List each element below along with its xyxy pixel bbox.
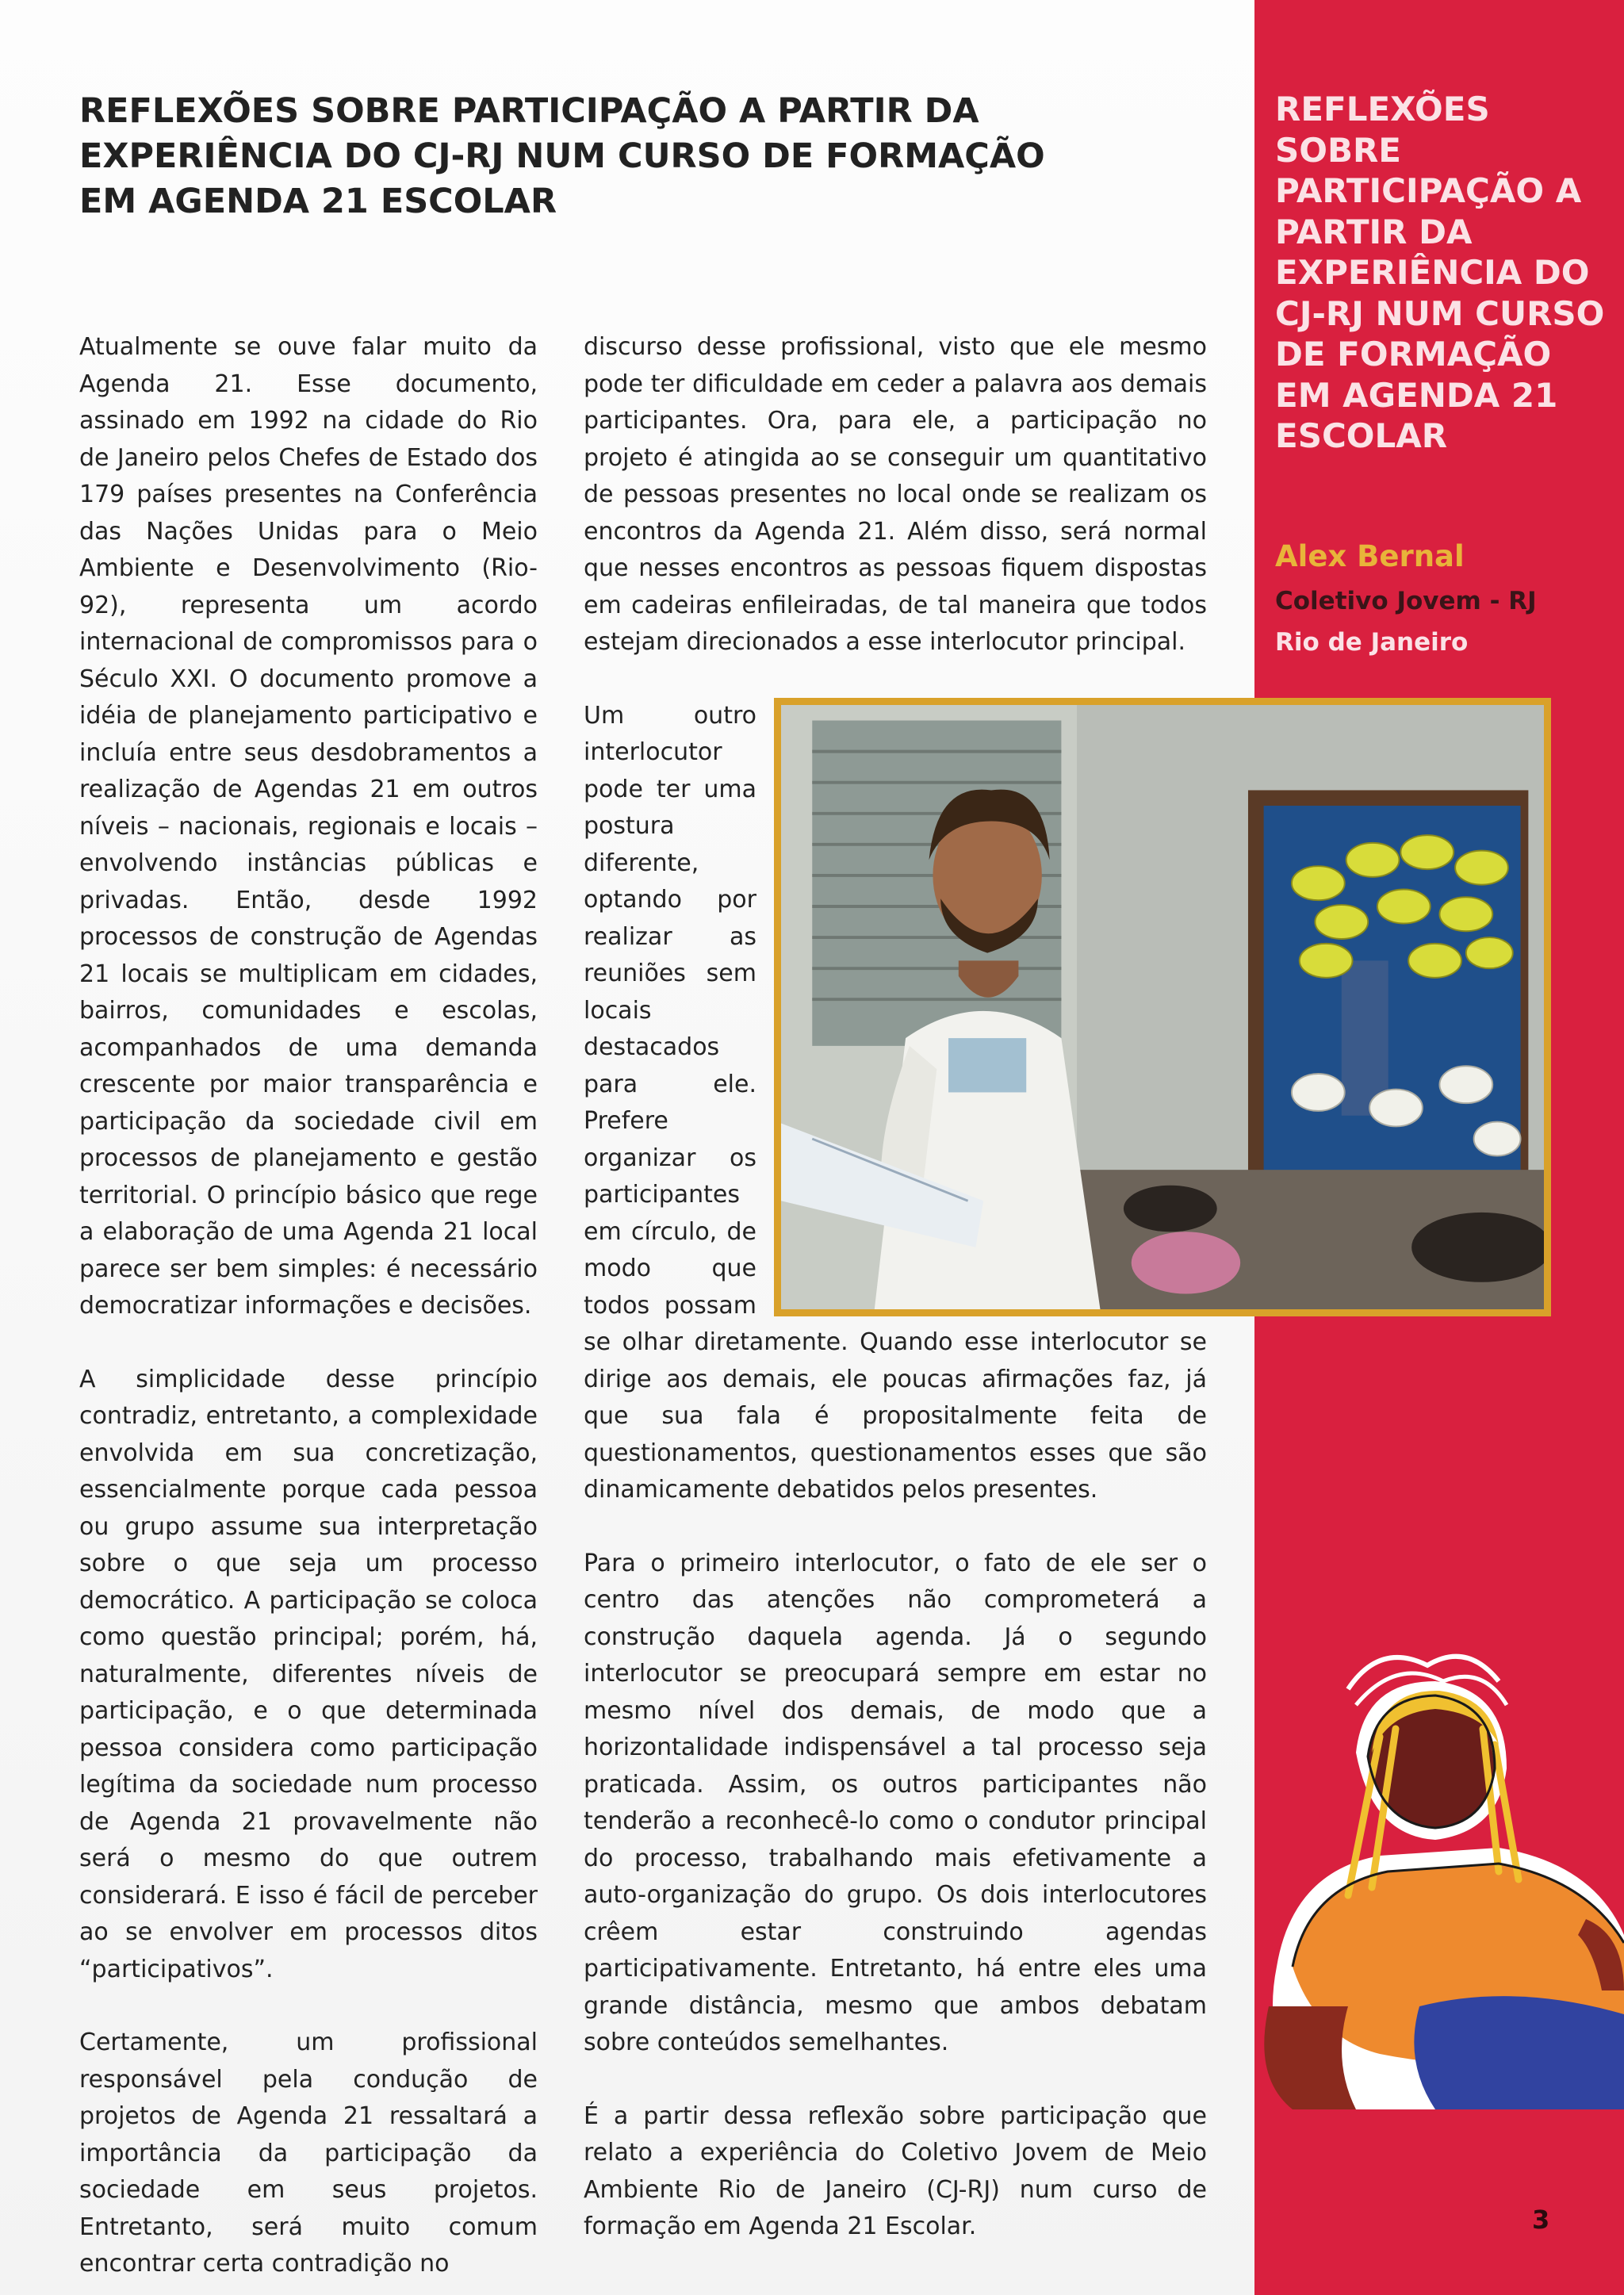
paragraph: Certamente, um profissional responsável pela condução de projetos de Agenda 21 ressaltará a importância da participação da sociedade em seus projetos. Entretanto, será muito comum encontrar certa contradição no	[79, 2029, 538, 2278]
paragraph-with-photo	[584, 698, 1207, 1509]
author-name: Alex Bernal	[1275, 539, 1465, 573]
left-text-column	[79, 329, 538, 2283]
paragraph: Para o primeiro interlocutor, o fato de ele ser o centro das atenções não comprometerá a construção daquela agenda. Já o segundo interlocutor se preocupará sempre em estar no mesmo nível dos demais, de modo que a horizontalidade indispensável a tal processo seja praticada. Assim, os outros participantes não tenderão a reconhecê-lo como o condutor principal do processo, trabalhando mais efetivamente a auto-organização do grupo. Os dois interlocutores crêem estar construindo agendas participativamente. Entretanto, há entre eles uma grande distância, mesmo que ambos debatam sobre conteúdos semelhantes.	[584, 1549, 1207, 2056]
article-title: REFLEXÕES SOBRE PARTICIPAÇÃO A PARTIR DA EXPERIÊNCIA DO CJ-RJ NUM CURSO DE FORMAÇÃO EM AGENDA 21 ESCOLAR	[79, 91, 1045, 221]
paragraph: Atualmente se ouve falar muito da Agenda 21. Esse documento, assinado em 1992 na cidade do Rio de Janeiro pelos Chefes de Estado dos 179 países presentes na Conferência das Nações Unidas para o Meio Ambiente e Desenvolvimento (Rio-92), representa um acordo internacional de compromissos para o Século XXI. O documento promove a idéia de planejamento participativo e incluía entre seus desdobramentos a realização de Agendas 21 em outros níveis – nacionais, regionais e locais – envolvendo instâncias públicas e privadas. Então, desde 1992 processos de construção de Agendas 21 locais se multiplicam em cidades, bairros, comunidades e escolas, acompanhados de uma demanda crescente por maior transparência e participação da sociedade civil em processos de planejamento e gestão territorial. O princípio básico que rege a elaboração de uma Agenda 21 local parece ser bem simples: é necessário democratizar informações e decisões.	[79, 333, 538, 1320]
paragraph-text: Um outro interlocutor pode ter uma postura diferente, optando por realizar as reuniões sem locais destacados para ele. Prefere organizar os participantes em círculo, de modo que todos possam se olhar diretamente. Quando esse interlocutor se dirige aos demais, ele poucas afirmações faz, já que sua fala é propositalmente feita de questionamentos, questionamentos esses que são dinamicamente debatidos pelos presentes.	[584, 701, 1207, 1504]
paragraph: É a partir dessa reflexão sobre participação que relato a experiência do Coletivo Jovem de Meio Ambiente Rio de Janeiro (CJ-RJ) num curso de formação em Agenda 21 Escolar.	[584, 2102, 1207, 2240]
student-presenting-photo	[774, 698, 1551, 1316]
paragraph: A simplicidade desse princípio contradiz, entretanto, a complexidade envolvida em sua concretização, essencialmente porque cada pessoa ou grupo assume sua interpretação sobre o que seja um processo democrático. A participação se coloca como questão principal; porém, há, naturalmente, diferentes níveis de participação, e o que determinada pessoa considera como participação legítima da sociedade num processo de Agenda 21 provavelmente não será o mesmo do que outrem considerará. E isso é fácil de perceber ao se envolver em processos ditos “participativos”.	[79, 1365, 538, 1983]
photo-illustration	[781, 705, 1544, 1309]
right-text-column	[584, 329, 1207, 2246]
sidebar-title: REFLEXÕES SOBRE PARTICIPAÇÃO A PARTIR DA EXPERIÊNCIA DO CJ-RJ NUM CURSO DE FORMAÇÃO EM AGENDA 21 ESCOLAR	[1275, 90, 1605, 455]
author-organization: Coletivo Jovem - RJ	[1275, 587, 1537, 615]
author-city: Rio de Janeiro	[1275, 628, 1469, 657]
cartoon-figure-icon	[1261, 1634, 1624, 2109]
page-number: 3	[1532, 2205, 1550, 2235]
cartoon-figure-illustration	[1261, 1634, 1624, 2109]
paragraph: discurso desse profissional, visto que ele mesmo pode ter dificuldade em ceder a palavra aos demais participantes. Ora, para ele, a participação no projeto é atingida ao se conseguir um quantitativo de pessoas presentes no local onde se realizam os encontros da Agenda 21. Além disso, será normal que nesses encontros as pessoas fiquem dispostas em cadeiras enfileiradas, de tal maneira que todos estejam direcionados a esse interlocutor principal.	[584, 333, 1207, 656]
